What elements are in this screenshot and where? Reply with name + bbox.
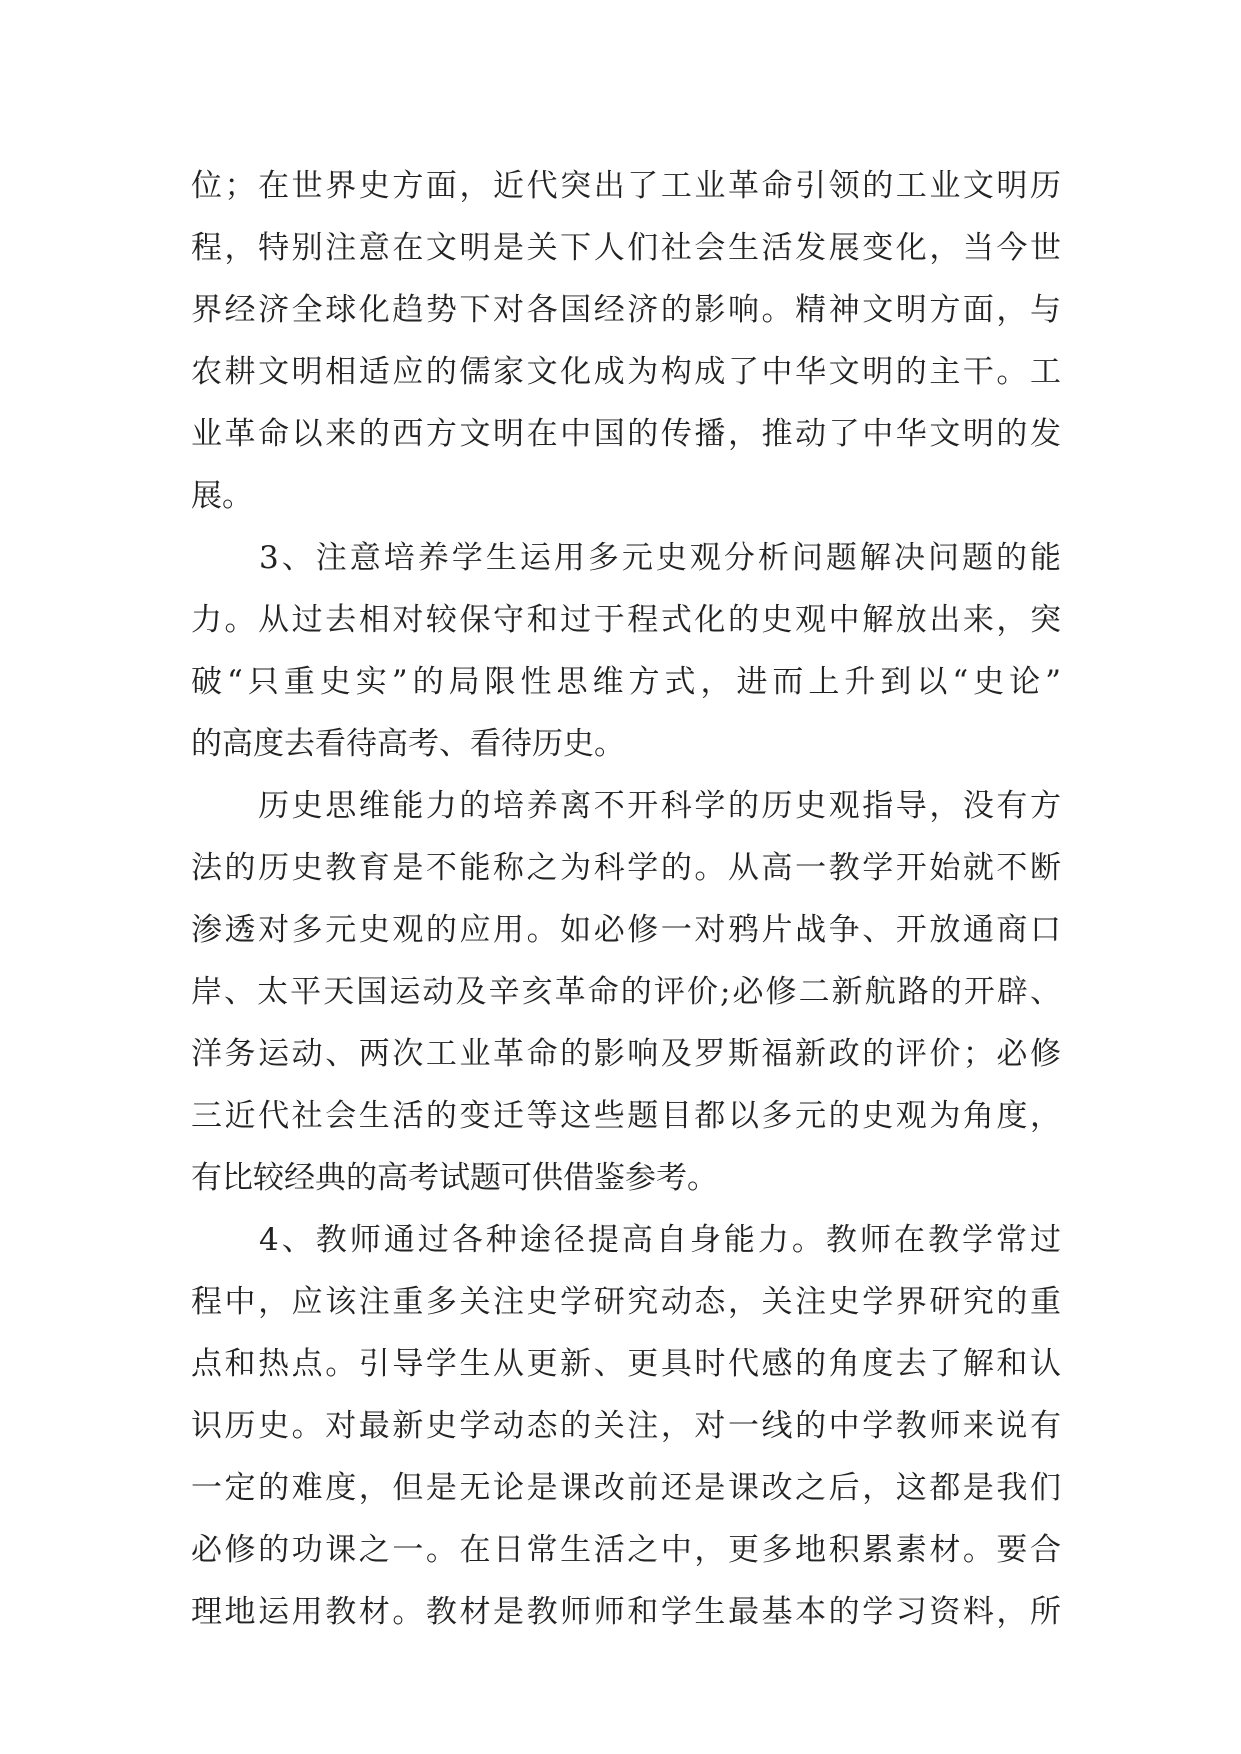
text-line: 识历史。对最新史学动态的关注，对一线的中学教师来说有 — [191, 1408, 1061, 1444]
text-line: 破“只重史实”的局限性思维方式，进而上升到以“史论” — [191, 664, 1061, 700]
text-line: 有比较经典的高考试题可供借鉴参考。 — [191, 1160, 718, 1196]
text-line: 位；在世界史方面，近代突出了工业革命引领的工业文明历 — [191, 168, 1061, 204]
text-line: 历史思维能力的培养离不开科学的历史观指导，没有方 — [191, 788, 1061, 824]
text-line: 业革命以来的西方文明在中国的传播，推动了中华文明的发 — [191, 416, 1061, 452]
text-line: 4、教师通过各种途径提高自身能力。教师在教学常过 — [191, 1222, 1061, 1258]
text-line: 程中，应该注重多关注史学研究动态，关注史学界研究的重 — [191, 1284, 1061, 1320]
text-line: 必修的功课之一。在日常生活之中，更多地积累素材。要合 — [191, 1532, 1061, 1568]
text-line: 程，特别注意在文明是关下人们社会生活发展变化，当今世 — [191, 230, 1061, 266]
text-line: 点和热点。引导学生从更新、更具时代感的角度去了解和认 — [191, 1346, 1061, 1382]
text-line: 界经济全球化趋势下对各国经济的影响。精神文明方面，与 — [191, 292, 1061, 328]
text-line: 理地运用教材。教材是教师师和学生最基本的学习资料，所 — [191, 1594, 1061, 1630]
body-text — [191, 155, 1061, 1643]
text-line: 一定的难度，但是无论是课改前还是课改之后，这都是我们 — [191, 1470, 1061, 1506]
text-line: 农耕文明相适应的儒家文化成为构成了中华文明的主干。工 — [191, 354, 1061, 390]
text-line: 岸、太平天国运动及辛亥革命的评价;必修二新航路的开辟、 — [191, 974, 1061, 1010]
text-line: 三近代社会生活的变迁等这些题目都以多元的史观为角度， — [191, 1098, 1061, 1134]
text-line: 渗透对多元史观的应用。如必修一对鸦片战争、开放通商口 — [191, 912, 1061, 948]
text-line: 展。 — [191, 478, 253, 514]
text-line: 洋务运动、两次工业革命的影响及罗斯福新政的评价；必修 — [191, 1036, 1061, 1072]
text-line: 3、注意培养学生运用多元史观分析问题解决问题的能 — [191, 540, 1061, 576]
text-line: 的高度去看待高考、看待历史。 — [191, 726, 625, 762]
text-line: 力。从过去相对较保守和过于程式化的史观中解放出来，突 — [191, 602, 1061, 638]
text-line: 法的历史教育是不能称之为科学的。从高一教学开始就不断 — [191, 850, 1061, 886]
